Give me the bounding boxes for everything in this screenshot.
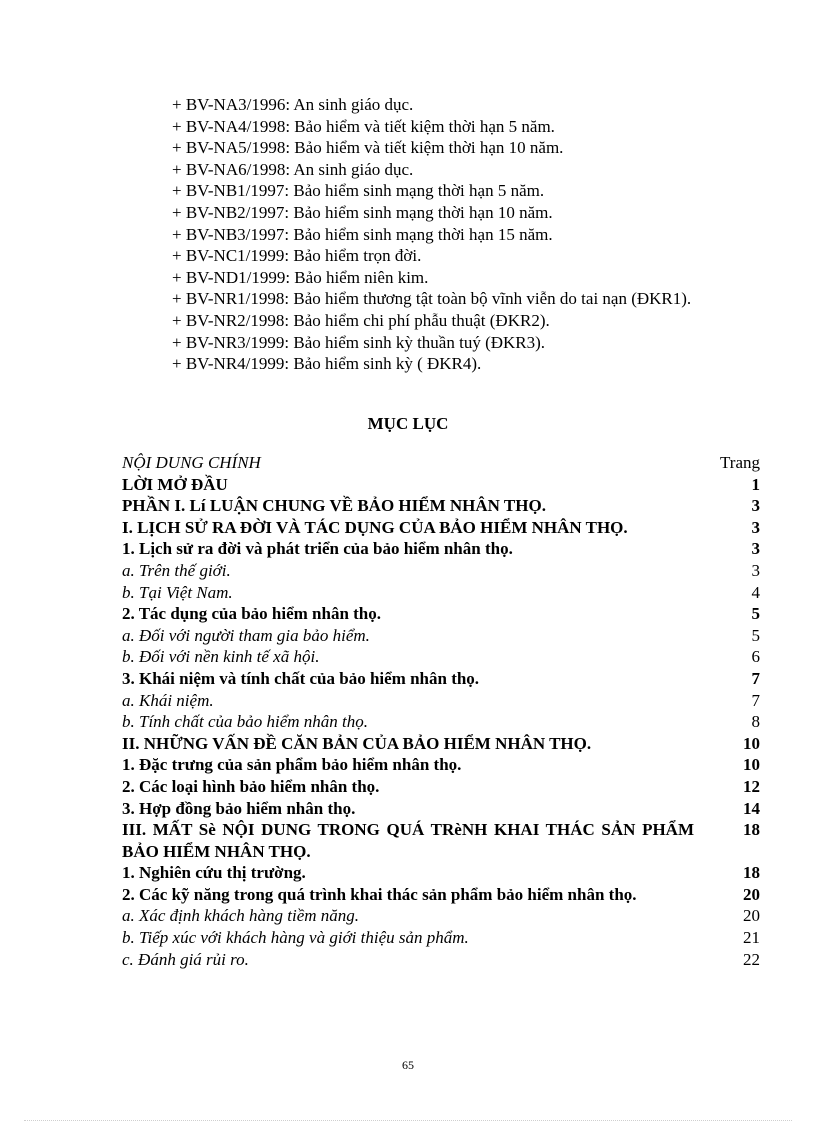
- toc-entry-page: 3: [751, 496, 760, 516]
- toc-entry-title: 1. Lịch sử ra đời và phát triển của bảo hiểm nhân thọ.: [122, 539, 513, 559]
- product-item: + BV-NR1/1998: Bảo hiểm thương tật toàn bộ vĩnh viễn do tai nạn (ĐKR1).: [172, 289, 692, 309]
- toc-entry[interactable]: [122, 884, 760, 906]
- toc-entry-title: 2. Các loại hình bảo hiểm nhân thọ.: [122, 776, 380, 796]
- toc-entry[interactable]: [122, 495, 760, 517]
- toc-entry[interactable]: [122, 905, 760, 927]
- toc-entry[interactable]: [122, 517, 760, 539]
- page-bottom-divider: [24, 1120, 792, 1121]
- toc-header-right: Trang: [720, 453, 760, 472]
- table-of-contents: [122, 452, 760, 970]
- toc-entry-title: a. Đối với người tham gia bảo hiểm.: [122, 625, 370, 645]
- product-item: + BV-NB2/1997: Bảo hiểm sinh mạng thời hạn 10 năm.: [172, 202, 553, 222]
- toc-entry-title: b. Tiếp xúc với khách hàng và giới thiệu sản phẩm.: [122, 928, 469, 948]
- toc-entry-title: 3. Khái niệm và tính chất của bảo hiểm nhân thọ.: [122, 668, 480, 688]
- toc-entry[interactable]: [122, 949, 760, 971]
- toc-entry-page: 5: [751, 625, 760, 645]
- toc-entry[interactable]: [122, 646, 760, 668]
- product-list: [172, 94, 772, 375]
- toc-entry[interactable]: [122, 582, 760, 604]
- toc-entry-page: 20: [743, 884, 760, 904]
- toc-entry-page: 8: [751, 712, 760, 732]
- toc-header: [122, 452, 760, 474]
- toc-entry-page: 14: [743, 798, 760, 818]
- product-item: + BV-NA4/1998: Bảo hiểm và tiết kiệm thời hạn 5 năm.: [172, 116, 555, 136]
- toc-entry[interactable]: [122, 690, 760, 712]
- toc-entry-page: 5: [751, 604, 760, 624]
- toc-entry[interactable]: [122, 560, 760, 582]
- product-item: + BV-NB3/1997: Bảo hiểm sinh mạng thời hạn 15 năm.: [172, 224, 553, 244]
- toc-entry-page: 10: [743, 755, 760, 775]
- toc-entry-page: 7: [751, 668, 760, 688]
- toc-entry[interactable]: [122, 603, 760, 625]
- toc-entry[interactable]: [122, 754, 760, 776]
- product-item: + BV-NA5/1998: Bảo hiểm và tiết kiệm thời hạn 10 năm.: [172, 138, 564, 158]
- product-item: + BV-NA3/1996: An sinh giáo dục.: [172, 95, 414, 114]
- toc-entry[interactable]: [122, 668, 760, 690]
- toc-entry-page: 18: [743, 820, 760, 840]
- toc-entry-title: 1. Nghiên cứu thị trường.: [122, 863, 306, 883]
- toc-entry-page: 3: [751, 539, 760, 559]
- toc-entry-page: 21: [743, 928, 760, 948]
- toc-title: MỤC LỤC: [367, 414, 449, 433]
- product-item: + BV-NR3/1999: Bảo hiểm sinh kỳ thuần tuý (ĐKR3).: [172, 332, 546, 352]
- toc-entry-page: 20: [743, 906, 760, 926]
- toc-entry-page: 4: [751, 582, 760, 602]
- toc-entry-page: 22: [743, 949, 760, 969]
- toc-entry-title: b. Tại Việt Nam.: [122, 582, 233, 602]
- toc-entry-page: 6: [751, 647, 760, 667]
- toc-entry-title: a. Khái niệm.: [122, 690, 214, 710]
- toc-entry[interactable]: [122, 819, 760, 862]
- toc-entry-title: 1. Đặc trưng của sản phẩm bảo hiểm nhân thọ.: [122, 755, 462, 775]
- toc-entry-page: 18: [743, 863, 760, 883]
- toc-entry-title: LỜI MỞ ĐẦU: [122, 474, 228, 494]
- toc-entry[interactable]: [122, 927, 760, 949]
- toc-entry-title: 2. Tác dụng của bảo hiểm nhân thọ.: [122, 604, 382, 624]
- toc-entry-page: 10: [743, 733, 760, 753]
- toc-entry[interactable]: [122, 625, 760, 647]
- toc-entry[interactable]: [122, 474, 760, 496]
- toc-entry[interactable]: [122, 776, 760, 798]
- product-item: + BV-NA6/1998: An sinh giáo dục.: [172, 159, 414, 179]
- toc-entry-page: 12: [743, 776, 760, 796]
- toc-entry-title: I. LỊCH SỬ RA ĐỜI VÀ TÁC DỤNG CỦA BẢO HIỂM NHÂN THỌ.: [122, 517, 628, 537]
- toc-header-left: NỘI DUNG CHÍNH: [122, 453, 261, 472]
- toc-entry-page: 7: [751, 690, 760, 710]
- toc-entry-title: b. Đối với nền kinh tế xã hội.: [122, 647, 320, 667]
- toc-entry[interactable]: [122, 862, 760, 884]
- toc-entry[interactable]: [122, 711, 760, 733]
- toc-entry-page: 3: [751, 560, 760, 580]
- toc-entry[interactable]: [122, 538, 760, 560]
- toc-entry[interactable]: [122, 733, 760, 755]
- toc-entry-title: 3. Hợp đồng bảo hiểm nhân thọ.: [122, 798, 356, 818]
- toc-entry-title: c. Đánh giá rủi ro.: [122, 949, 249, 969]
- toc-entry-title: II. NHỮNG VẤN ĐỀ CĂN BẢN CỦA BẢO HIỂM NHÂN THỌ.: [122, 733, 592, 753]
- product-item: + BV-NR2/1998: Bảo hiểm chi phí phẫu thuật (ĐKR2).: [172, 310, 550, 330]
- toc-entry-title: PHẦN I. Lí LUẬN CHUNG VỀ BẢO HIỂM NHÂN THỌ.: [122, 496, 546, 516]
- toc-entry-page: 1: [751, 474, 760, 494]
- toc-entry-title: a. Trên thế giới.: [122, 560, 231, 580]
- toc-entry-title: a. Xác định khách hàng tiềm năng.: [122, 906, 360, 926]
- toc-entry[interactable]: [122, 798, 760, 820]
- toc-entry-title: b. Tính chất của bảo hiểm nhân thọ.: [122, 712, 369, 732]
- product-item: + BV-NB1/1997: Bảo hiểm sinh mạng thời hạn 5 năm.: [172, 181, 545, 201]
- product-item: + BV-NR4/1999: Bảo hiểm sinh kỳ ( ĐKR4).: [172, 354, 482, 374]
- toc-entry-page: 3: [751, 517, 760, 537]
- page-number: 65: [402, 1058, 414, 1072]
- toc-entry-title: 2. Các kỹ năng trong quá trình khai thác sản phẩm bảo hiểm nhân thọ.: [122, 884, 637, 904]
- product-item: + BV-ND1/1999: Bảo hiểm niên kim.: [172, 267, 429, 287]
- toc-entry-title: III. MẤT Sè NỘI DUNG TRONG QUÁ TRèNH KHAI THÁC SẢN PHẨM BẢO HIỂM NHÂN THỌ.: [122, 820, 694, 861]
- product-item: + BV-NC1/1999: Bảo hiểm trọn đời.: [172, 246, 422, 266]
